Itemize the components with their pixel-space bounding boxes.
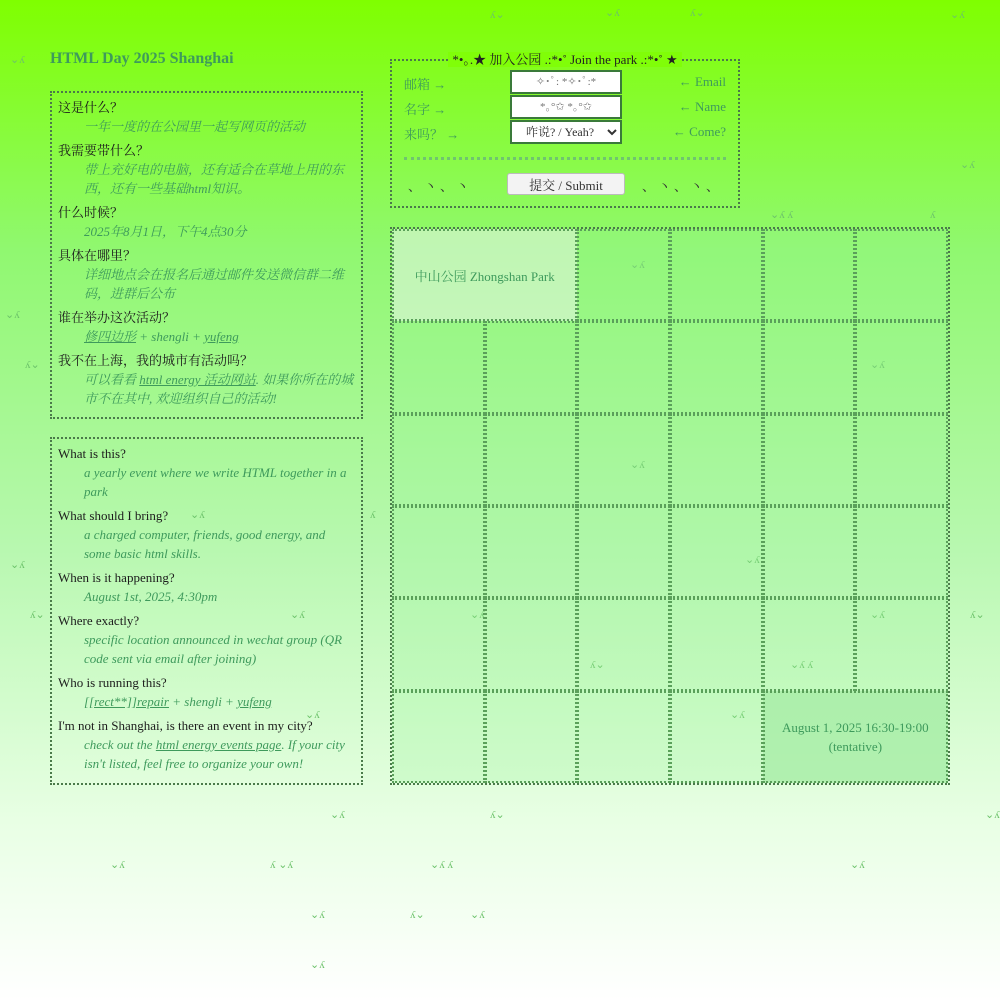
park-grid — [390, 227, 950, 785]
decoration-right: 、丶、丶、 — [641, 179, 722, 194]
grid-cell — [855, 414, 948, 506]
faq-zh-panel — [50, 91, 363, 419]
faq-answer: a yearly event where we write HTML together in a park — [84, 465, 347, 499]
faq-question: What is this? — [58, 446, 126, 461]
organizer-link-2[interactable]: yufeng — [204, 329, 239, 344]
faq-answer — [58, 327, 355, 346]
grid-cell — [577, 506, 670, 598]
name-label-en: ← Name — [678, 99, 726, 114]
answer-text: . 如果你所在的城市不在其中, 欢迎组织自己的活动! — [84, 372, 354, 406]
faq-answer: 2025年8月1日，下午4点30分 — [84, 224, 247, 239]
grid-cell — [763, 506, 856, 598]
organizer-link-2[interactable]: yufeng — [237, 694, 272, 709]
grid-cell — [392, 321, 485, 413]
faq-question: Where exactly? — [58, 613, 140, 628]
grid-cell — [763, 414, 856, 506]
email-label-en: ← Email — [678, 74, 726, 89]
faq-question: 这是什么？ — [58, 100, 124, 115]
organizer-link-1[interactable]: 修四边形 — [84, 329, 137, 344]
grid-cell — [485, 414, 578, 506]
grid-cell — [670, 691, 763, 783]
faq-answer — [58, 370, 355, 408]
grid-cell — [763, 598, 856, 690]
grid-cell — [670, 414, 763, 506]
email-label-zh: 邮箱 → — [404, 77, 447, 92]
grid-cell — [392, 598, 485, 690]
faq-answer — [58, 692, 355, 711]
email-field[interactable] — [510, 70, 622, 94]
organizer-link-1[interactable]: [[rect**]]repair — [84, 694, 169, 709]
grid-cell — [763, 229, 856, 321]
email-row — [392, 70, 738, 94]
name-row — [392, 95, 738, 119]
grid-cell — [855, 598, 948, 690]
grid-cell — [855, 506, 948, 598]
join-form — [390, 52, 740, 208]
grid-cell — [670, 321, 763, 413]
grid-cell — [577, 691, 670, 783]
faq-question: 谁在举办这次活动？ — [58, 310, 176, 325]
park-cell: 中山公园 Zhongshan Park — [392, 229, 577, 321]
faq-answer: a charged computer, friends, good energy, and some basic html skills. — [84, 527, 326, 561]
grid-cell — [485, 691, 578, 783]
grid-cell — [670, 598, 763, 690]
come-label-zh: 来吗？ → — [404, 127, 460, 142]
come-label-en: ← Come? — [672, 124, 726, 139]
faq-answer: 一年一度的在公园里一起写网页的活动 — [84, 119, 306, 134]
answer-text: 可以看看 — [84, 372, 140, 387]
faq-question: When is it happening? — [58, 570, 175, 585]
answer-text: . If your city isn't listed, feel free to organize your own! — [84, 737, 345, 771]
grid-cell — [392, 506, 485, 598]
come-row — [392, 120, 738, 144]
name-field[interactable] — [510, 95, 622, 119]
form-divider — [404, 157, 726, 160]
faq-en-panel — [50, 437, 363, 785]
page-title: HTML Day 2025 Shanghai — [50, 50, 234, 67]
grid-cell — [485, 321, 578, 413]
submit-button[interactable]: 提交 / Submit — [507, 173, 625, 195]
grid-cell — [763, 321, 856, 413]
grid-cell — [577, 229, 670, 321]
faq-question: Who is running this? — [58, 675, 167, 690]
faq-answer: 带上充好电的电脑，还有适合在草地上用的东西，还有一些基础html知识。 — [84, 162, 345, 196]
grid-cell — [855, 229, 948, 321]
grid-cell — [670, 506, 763, 598]
organizer-separator: + shengli + — [168, 694, 238, 709]
faq-answer — [58, 735, 355, 773]
form-legend-text: *•｡.★ 加入公园 .:*•˚ Join the park .:*•˚ ★ — [448, 52, 681, 67]
faq-question: 具体在哪里？ — [58, 248, 137, 263]
grid-cell — [485, 598, 578, 690]
form-legend — [392, 51, 738, 69]
grid-cell — [392, 414, 485, 506]
grid-cell — [577, 414, 670, 506]
organizer-separator: + shengli + — [136, 329, 205, 344]
grid-cell — [855, 321, 948, 413]
faq-question: What should I bring? — [58, 508, 169, 523]
faq-question: 我不在上海，我的城市有活动吗？ — [58, 353, 254, 368]
faq-question: 什么时候？ — [58, 205, 124, 220]
come-select[interactable] — [510, 120, 622, 144]
faq-answer: specific location announced in wechat group (QR code sent via email after joining) — [84, 632, 343, 666]
decoration-left: 、丶、丶 — [408, 179, 473, 194]
grid-cell — [392, 691, 485, 783]
event-date-cell: August 1, 2025 16:30-19:00 (tentative) — [763, 691, 948, 783]
events-site-link[interactable]: html energy 活动网站 — [139, 372, 256, 387]
faq-question: I'm not in Shanghai, is there an event in my city? — [58, 718, 313, 733]
grid-cell — [670, 229, 763, 321]
faq-answer: 详细地点会在报名后通过邮件发送微信群二维码，进群后公布 — [84, 267, 345, 301]
faq-answer: August 1st, 2025, 4:30pm — [84, 589, 218, 604]
grid-cell — [485, 506, 578, 598]
faq-question: 我需要带什么？ — [58, 143, 150, 158]
name-label-zh: 名字 → — [404, 102, 447, 117]
grid-cell — [577, 321, 670, 413]
answer-text: check out the — [84, 737, 156, 752]
grid-cell — [577, 598, 670, 690]
events-page-link[interactable]: html energy events page — [155, 737, 282, 752]
